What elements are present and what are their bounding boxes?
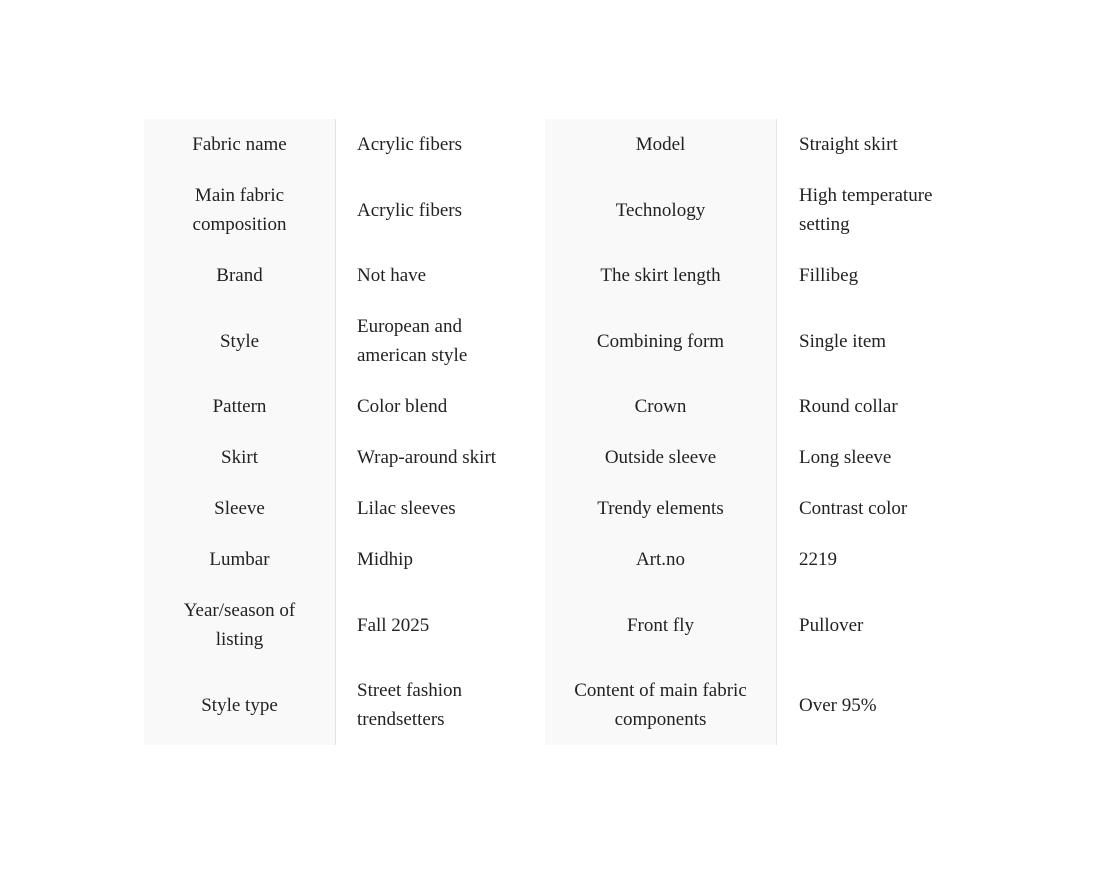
spec-key	[144, 119, 336, 170]
spec-value	[336, 534, 546, 585]
spec-table-body	[144, 119, 969, 745]
spec-key-text: Brand	[216, 265, 263, 286]
spec-key-text: Combining form	[596, 330, 725, 352]
spec-value-text: Long sleeve	[799, 447, 892, 468]
spec-value	[777, 665, 970, 745]
spec-value	[777, 483, 970, 534]
spec-value-text: 2219	[799, 549, 837, 570]
spec-key	[144, 381, 336, 432]
spec-key	[144, 483, 336, 534]
spec-value-text: Not have	[357, 265, 427, 286]
spec-key	[144, 534, 336, 585]
spec-key	[545, 381, 777, 432]
spec-key	[144, 665, 336, 745]
spec-value-text: Over 95%	[799, 694, 877, 716]
spec-value-text: Fall 2025	[357, 614, 430, 636]
spec-key	[144, 301, 336, 381]
spec-key	[144, 585, 336, 665]
spec-value	[336, 301, 546, 381]
spec-key-text: Trendy elements	[597, 498, 724, 519]
spec-value	[336, 170, 546, 250]
spec-value-text: Contrast color	[799, 498, 908, 519]
spec-key-text: The skirt length	[600, 265, 721, 286]
table-row	[144, 250, 969, 301]
spec-value	[777, 534, 970, 585]
spec-key	[545, 585, 777, 665]
spec-key-text: Main fabric composition	[192, 185, 287, 235]
spec-value	[777, 301, 970, 381]
spec-value-text: Acrylic fibers	[357, 199, 462, 221]
spec-value	[777, 250, 970, 301]
spec-key-text: Lumbar	[209, 549, 270, 570]
spec-value-text: European and american style	[357, 316, 468, 366]
spec-value-text: Straight skirt	[799, 134, 898, 155]
spec-key-text: Model	[635, 134, 686, 155]
spec-key-text: Skirt	[221, 447, 258, 468]
spec-value-text: Single item	[799, 330, 887, 352]
spec-key	[144, 250, 336, 301]
spec-key	[545, 483, 777, 534]
spec-value	[336, 665, 546, 745]
spec-key	[545, 250, 777, 301]
spec-key	[144, 170, 336, 250]
spec-value	[336, 381, 546, 432]
spec-value-text: Wrap-around skirt	[357, 447, 497, 468]
spec-key	[545, 665, 777, 745]
spec-key	[545, 301, 777, 381]
spec-key-text: Outside sleeve	[604, 447, 717, 468]
product-spec-table	[144, 119, 969, 745]
spec-key-text: Art.no	[635, 549, 686, 570]
spec-value-text: Fillibeg	[799, 265, 859, 286]
spec-value-text: Color blend	[357, 396, 448, 417]
spec-value-text: High temperature setting	[799, 185, 933, 235]
spec-key-text: Fabric name	[192, 134, 287, 155]
spec-value	[777, 170, 970, 250]
spec-value	[336, 483, 546, 534]
table-row	[144, 665, 969, 745]
spec-value	[777, 432, 970, 483]
spec-key-text: Crown	[634, 396, 687, 417]
spec-key-text: Front fly	[626, 614, 695, 636]
spec-key-text: Sleeve	[214, 498, 265, 519]
spec-value-text: Street fashion trendsetters	[357, 680, 463, 730]
spec-value	[336, 119, 546, 170]
spec-value-text: Lilac sleeves	[357, 498, 456, 519]
spec-value	[336, 432, 546, 483]
table-row	[144, 119, 969, 170]
spec-value-text: Pullover	[799, 614, 864, 636]
spec-value	[777, 119, 970, 170]
spec-key-text: Style type	[201, 694, 278, 716]
spec-key-text: Pattern	[212, 396, 267, 417]
spec-key-text: Content of main fabric components	[574, 680, 747, 730]
spec-key	[545, 119, 777, 170]
spec-value	[336, 250, 546, 301]
spec-key	[144, 432, 336, 483]
spec-value	[777, 381, 970, 432]
spec-value-text: Acrylic fibers	[357, 134, 462, 155]
table-row	[144, 301, 969, 381]
spec-key	[545, 534, 777, 585]
spec-value	[336, 585, 546, 665]
table-row	[144, 534, 969, 585]
table-row	[144, 381, 969, 432]
table-row	[144, 483, 969, 534]
table-row	[144, 585, 969, 665]
spec-value-text: Midhip	[357, 549, 413, 570]
table-row	[144, 170, 969, 250]
spec-value	[777, 585, 970, 665]
spec-key-text: Technology	[615, 199, 706, 221]
spec-key	[545, 170, 777, 250]
spec-key-text: Style	[219, 330, 260, 352]
spec-key	[545, 432, 777, 483]
table-row	[144, 432, 969, 483]
spec-key-text: Year/season of listing	[183, 600, 296, 650]
spec-value-text: Round collar	[799, 396, 898, 417]
